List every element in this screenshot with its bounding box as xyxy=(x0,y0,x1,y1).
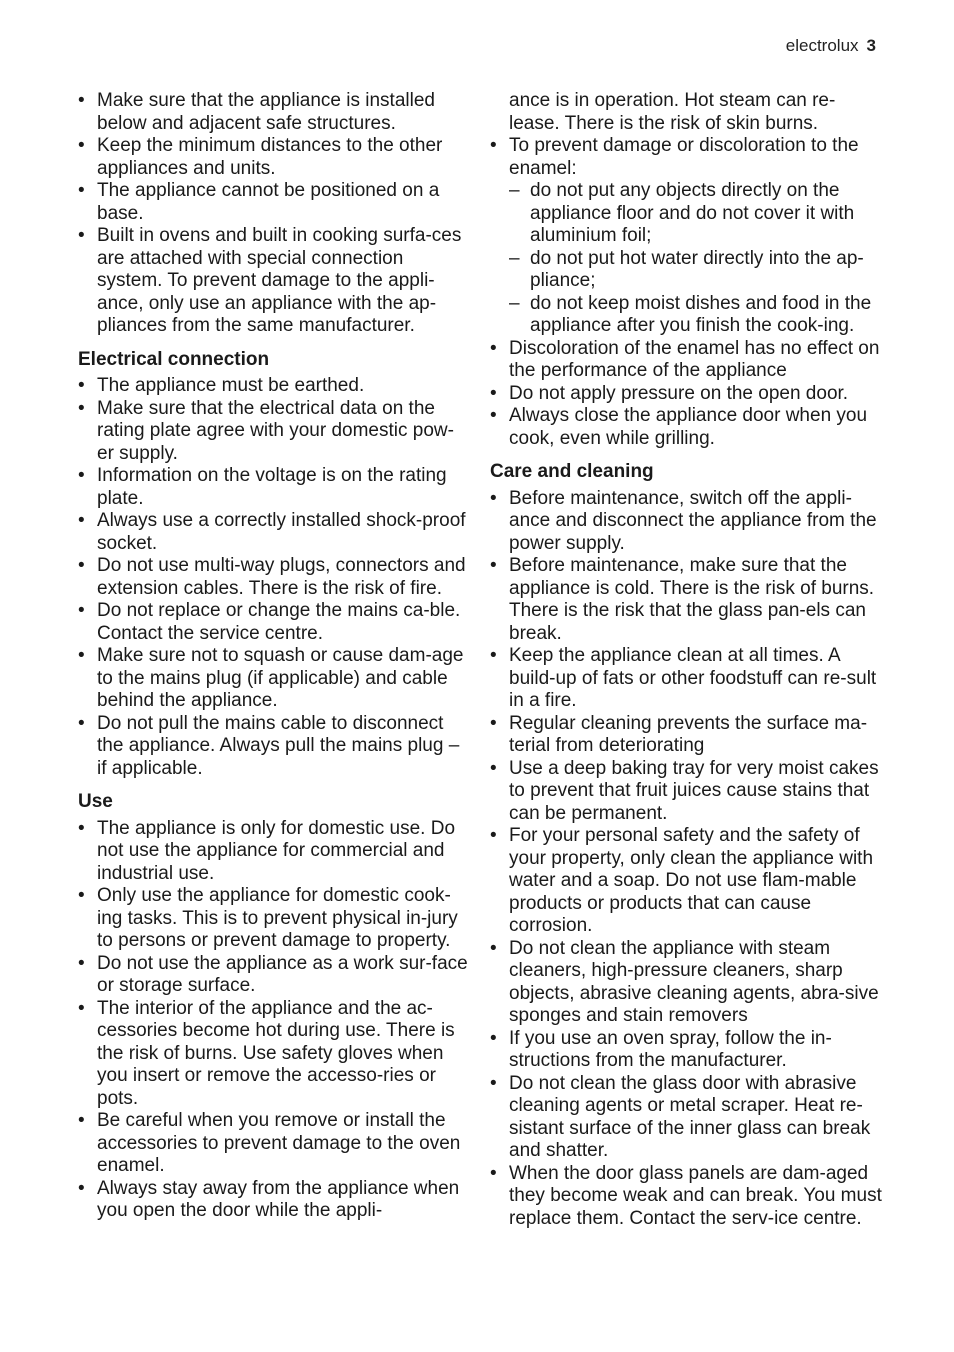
list-item: • Regular cleaning prevents the surface ma-terial from deteriorating xyxy=(490,713,882,758)
left-column xyxy=(78,90,468,1223)
list-item: • Make sure that the electrical data on the rating plate agree with your domestic pow-er supply. xyxy=(78,398,468,466)
list-item: • If you use an oven spray, follow the in-structions from the manufacturer. xyxy=(490,1028,882,1073)
page-header xyxy=(786,36,876,56)
list-item xyxy=(490,135,882,338)
list-item: • Keep the minimum distances to the other appliances and units. xyxy=(78,135,468,180)
list-item: • Before maintenance, switch off the appli-ance and disconnect the appliance from the power supply. xyxy=(490,488,882,556)
list-item: • Discoloration of the enamel has no effect on the performance of the appliance xyxy=(490,338,882,383)
list-item: • The interior of the appliance and the ac-cessories become hot during use. There is the risk of burns. Use safety gloves when you insert or remove the accesso-ries or pots. xyxy=(78,998,468,1111)
installation-list xyxy=(78,90,468,338)
list-item: • Do not use multi-way plugs, connectors and extension cables. There is the risk of fire. xyxy=(78,555,468,600)
list-item: • Use a deep baking tray for very moist cakes to prevent that fruit juices cause stains that can be permanent. xyxy=(490,758,882,826)
list-item: • Do not use the appliance as a work sur-face or storage surface. xyxy=(78,953,468,998)
list-item: • Before maintenance, make sure that the appliance is cold. There is the risk of burns. There is the risk that the glass pan-els can break. xyxy=(490,555,882,645)
list-item: • Do not clean the appliance with steam cleaners, high-pressure cleaners, sharp objects, abrasive cleaning agents, abra-sive sponges and stain removers xyxy=(490,938,882,1028)
enamel-list xyxy=(490,135,882,450)
list-item: • Be careful when you remove or install the accessories to prevent damage to the oven enamel. xyxy=(78,1110,468,1178)
list-item: • Always use a correctly installed shock-proof socket. xyxy=(78,510,468,555)
list-item: • The appliance cannot be positioned on a base. xyxy=(78,180,468,225)
electrical-list xyxy=(78,375,468,780)
list-item: • Always stay away from the appliance when you open the door while the appli- xyxy=(78,1178,468,1223)
list-item: • Do not pull the mains cable to disconnect the appliance. Always pull the mains plug – if applicable. xyxy=(78,713,468,781)
list-item: • Do not apply pressure on the open door. xyxy=(490,383,882,406)
list-item: • Only use the appliance for domestic cook-ing tasks. This is to prevent physical in-jury to persons or prevent damage to property. xyxy=(78,885,468,953)
list-item: • For your personal safety and the safety of your property, only clean the appliance with water and a soap. Do not use flam-mable products or products that can cause corrosion. xyxy=(490,825,882,938)
care-list xyxy=(490,488,882,1231)
continued-text: ance is in operation. Hot steam can re-lease. There is the risk of skin burns. xyxy=(509,90,836,134)
list-item: • Information on the voltage is on the rating plate. xyxy=(78,465,468,510)
section-heading-care: Care and cleaning xyxy=(490,461,654,482)
sublist-item: – do not put hot water directly into the ap-pliance; xyxy=(509,248,882,293)
right-column xyxy=(490,90,882,1230)
enamel-sublist xyxy=(509,180,882,338)
list-item: • Keep the appliance clean at all times. A build-up of fats or other foodstuff can re-sult in a fire. xyxy=(490,645,882,713)
list-item: • Built in ovens and built in cooking surfa-ces are attached with special connection system. To prevent damage to the appli-ance, only use an appliance with the ap-pliances from the same manufacturer. xyxy=(78,225,468,338)
sublist-item: – do not put any objects directly on the appliance floor and do not cover it with aluminium foil; xyxy=(509,180,882,248)
sublist-item: – do not keep moist dishes and food in the appliance after you finish the cook-ing. xyxy=(509,293,882,338)
section-heading-use: Use xyxy=(78,791,113,812)
list-item: • Do not clean the glass door with abrasive cleaning agents or metal scraper. Heat re-sistant surface of the inner glass can break and shatter. xyxy=(490,1073,882,1163)
list-item-text: To prevent damage or discoloration to the enamel: xyxy=(509,135,859,179)
list-item: • The appliance must be earthed. xyxy=(78,375,468,398)
list-item: • When the door glass panels are dam-aged they become weak and can break. You must replace them. Contact the serv-ice centre. xyxy=(490,1163,882,1231)
brand-name: electrolux xyxy=(785,36,859,55)
list-item: • Always close the appliance door when you cook, even while grilling. xyxy=(490,405,882,450)
list-item: • The appliance is only for domestic use. Do not use the appliance for commercial and industrial use. xyxy=(78,818,468,886)
section-heading-electrical: Electrical connection xyxy=(78,348,270,370)
list-item: • Make sure that the appliance is installed below and adjacent safe structures. xyxy=(78,90,468,135)
list-item: • Do not replace or change the mains ca-ble. Contact the service centre. xyxy=(78,600,468,645)
page-number: 3 xyxy=(866,36,876,55)
list-item: • Make sure not to squash or cause dam-age to the mains plug (if applicable) and cable behind the appliance. xyxy=(78,645,468,713)
use-list xyxy=(78,818,468,1223)
